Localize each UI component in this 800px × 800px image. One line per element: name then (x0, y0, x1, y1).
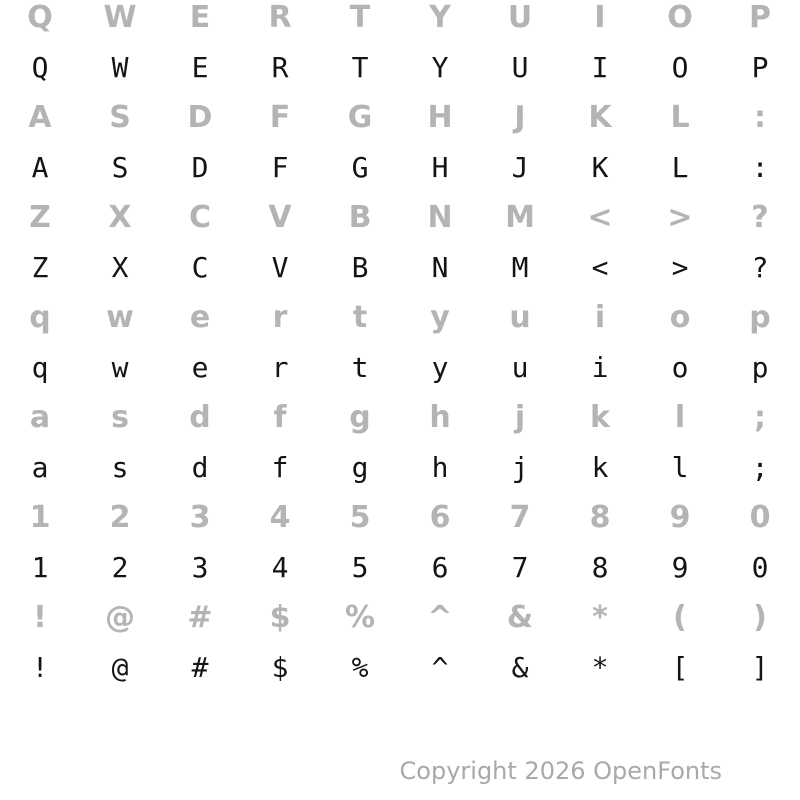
glyph-cell: & (506, 600, 534, 635)
glyph-cell: ? (751, 200, 769, 235)
glyph-cell: ^ (427, 600, 453, 635)
glyph-cell: * (592, 600, 608, 635)
glyph-cell: ( (673, 600, 687, 635)
glyph-cell: M (505, 200, 535, 235)
glyph-cell: 9 (669, 500, 691, 535)
glyph-cell: w (111, 351, 129, 384)
copyright-text: Copyright 2026 OpenFonts (399, 757, 722, 785)
glyph-cell: s (111, 400, 129, 435)
glyph-cell: B (351, 251, 369, 284)
glyph-cell: # (191, 651, 209, 684)
glyph-cell: ? (751, 251, 769, 284)
glyph-cell: f (273, 400, 287, 435)
glyph-cell: g (351, 451, 369, 484)
glyph-cell: j (511, 451, 529, 484)
glyph-cell: C (188, 200, 212, 235)
glyph-cell: 8 (591, 551, 609, 584)
glyph-cell: > (671, 251, 689, 284)
specimen-row-black-5 (0, 243, 800, 293)
glyph-cell: ; (751, 451, 769, 484)
specimen-row-gray-4 (0, 193, 800, 243)
glyph-cell: u (509, 300, 531, 335)
glyph-cell: a (29, 400, 51, 435)
glyph-cell: ! (31, 651, 49, 684)
glyph-cell: E (189, 0, 211, 35)
glyph-cell: ) (753, 600, 767, 635)
glyph-cell: q (29, 300, 51, 335)
glyph-cell: 7 (509, 500, 531, 535)
glyph-cell: y (430, 300, 450, 335)
glyph-cell: t (352, 300, 368, 335)
glyph-cell: 4 (271, 551, 289, 584)
glyph-cell: S (111, 151, 129, 184)
glyph-cell: 5 (349, 500, 371, 535)
glyph-cell: d (191, 451, 209, 484)
glyph-cell: % (351, 651, 369, 684)
glyph-cell: g (349, 400, 371, 435)
glyph-cell: 1 (29, 500, 51, 535)
glyph-cell: 9 (671, 551, 689, 584)
glyph-cell: p (749, 300, 771, 335)
glyph-cell: d (189, 400, 211, 435)
glyph-cell: < (587, 200, 613, 235)
glyph-cell: R (268, 0, 292, 35)
specimen-row-black-1 (0, 43, 800, 93)
glyph-cell: < (591, 251, 609, 284)
glyph-cell: A (28, 100, 52, 135)
glyph-cell: J (514, 100, 526, 135)
glyph-cell: Y (431, 51, 449, 84)
glyph-cell: ; (754, 400, 766, 435)
glyph-cell: ] (751, 651, 769, 684)
glyph-cell: J (511, 151, 529, 184)
footer (0, 756, 800, 786)
glyph-cell: w (106, 300, 134, 335)
glyph-cell: $ (269, 600, 291, 635)
glyph-cell: 7 (511, 551, 529, 584)
glyph-cell: G (351, 151, 369, 184)
glyph-cell: k (590, 400, 610, 435)
glyph-cell: 2 (109, 500, 131, 535)
glyph-cell: T (351, 51, 369, 84)
glyph-cell: Y (429, 0, 451, 35)
glyph-cell: V (268, 200, 292, 235)
specimen-row-gray-2 (0, 93, 800, 143)
glyph-cell: f (271, 451, 289, 484)
glyph-cell: 0 (751, 551, 769, 584)
glyph-cell: N (427, 200, 453, 235)
glyph-cell: P (749, 0, 771, 35)
glyph-cell: 4 (269, 500, 291, 535)
glyph-cell: l (674, 400, 686, 435)
glyph-cell: q (31, 351, 49, 384)
glyph-cell: > (667, 200, 693, 235)
specimen-row-black-3 (0, 143, 800, 193)
glyph-cell: P (751, 51, 769, 84)
glyph-cell: U (507, 0, 533, 35)
glyph-cell: : (754, 100, 766, 135)
glyph-cell: G (347, 100, 373, 135)
specimen-row-gray-0 (0, 0, 800, 43)
glyph-cell: W (103, 0, 137, 35)
glyph-cell: K (591, 151, 609, 184)
glyph-cell: 3 (189, 500, 211, 535)
glyph-cell: t (351, 351, 369, 384)
glyph-cell: N (431, 251, 449, 284)
glyph-cell: # (187, 600, 213, 635)
glyph-cell: 3 (191, 551, 209, 584)
glyph-cell: H (427, 100, 453, 135)
glyph-cell: * (591, 651, 609, 684)
glyph-cell: W (111, 51, 129, 84)
glyph-cell: F (271, 151, 289, 184)
glyph-cell: a (31, 451, 49, 484)
glyph-cell: i (591, 351, 609, 384)
glyph-cell: R (271, 51, 289, 84)
specimen-row-gray-10 (0, 493, 800, 543)
specimen-row-black-11 (0, 543, 800, 593)
glyph-cell: L (671, 151, 689, 184)
glyph-cell: Z (29, 200, 51, 235)
glyph-cell: r (272, 300, 288, 335)
glyph-cell: O (667, 0, 693, 35)
glyph-cell: 5 (351, 551, 369, 584)
glyph-cell: V (271, 251, 289, 284)
glyph-cell: e (191, 351, 209, 384)
glyph-cell: 8 (589, 500, 611, 535)
glyph-cell: k (591, 451, 609, 484)
glyph-cell: T (349, 0, 371, 35)
glyph-cell: l (671, 451, 689, 484)
glyph-cell: % (344, 600, 376, 635)
specimen-row-black-7 (0, 343, 800, 393)
glyph-cell: h (429, 400, 451, 435)
glyph-cell: X (111, 251, 129, 284)
glyph-cell: D (191, 151, 209, 184)
glyph-cell: o (671, 351, 689, 384)
glyph-cell: i (594, 300, 606, 335)
glyph-cell: & (511, 651, 529, 684)
glyph-cell: D (187, 100, 213, 135)
glyph-cell: 0 (749, 500, 771, 535)
glyph-cell: ! (33, 600, 47, 635)
glyph-cell: O (671, 51, 689, 84)
glyph-cell: Z (31, 251, 49, 284)
glyph-cell: r (271, 351, 289, 384)
glyph-cell: Q (27, 0, 53, 35)
glyph-cell: p (751, 351, 769, 384)
glyph-cell: @ (111, 651, 129, 684)
glyph-cell: 1 (31, 551, 49, 584)
glyph-cell: L (670, 100, 690, 135)
glyph-cell: U (511, 51, 529, 84)
glyph-cell: A (31, 151, 49, 184)
specimen-row-black-13 (0, 643, 800, 693)
specimen-row-gray-12 (0, 593, 800, 643)
glyph-cell: : (751, 151, 769, 184)
glyph-cell: $ (271, 651, 289, 684)
glyph-cell: j (514, 400, 526, 435)
glyph-cell: X (108, 200, 132, 235)
glyph-cell: K (588, 100, 612, 135)
glyph-cell: C (191, 251, 209, 284)
glyph-cell: ^ (431, 651, 449, 684)
glyph-cell: @ (105, 600, 135, 635)
glyph-cell: F (269, 100, 291, 135)
glyph-cell: B (348, 200, 372, 235)
glyph-cell: s (111, 451, 129, 484)
glyph-cell: Q (31, 51, 49, 84)
specimen-row-gray-8 (0, 393, 800, 443)
glyph-cell: I (591, 51, 609, 84)
glyph-cell: e (189, 300, 211, 335)
specimen-row-gray-6 (0, 293, 800, 343)
glyph-cell: h (431, 451, 449, 484)
glyph-cell: I (594, 0, 606, 35)
glyph-cell: E (191, 51, 209, 84)
glyph-cell: o (669, 300, 691, 335)
glyph-cell: H (431, 151, 449, 184)
glyph-cell: u (511, 351, 529, 384)
glyph-cell: 6 (429, 500, 451, 535)
glyph-cell: y (431, 351, 449, 384)
glyph-cell: M (511, 251, 529, 284)
glyph-cell: 2 (111, 551, 129, 584)
glyph-cell: 6 (431, 551, 449, 584)
specimen-row-black-9 (0, 443, 800, 493)
glyph-cell: [ (671, 651, 689, 684)
glyph-cell: S (109, 100, 131, 135)
